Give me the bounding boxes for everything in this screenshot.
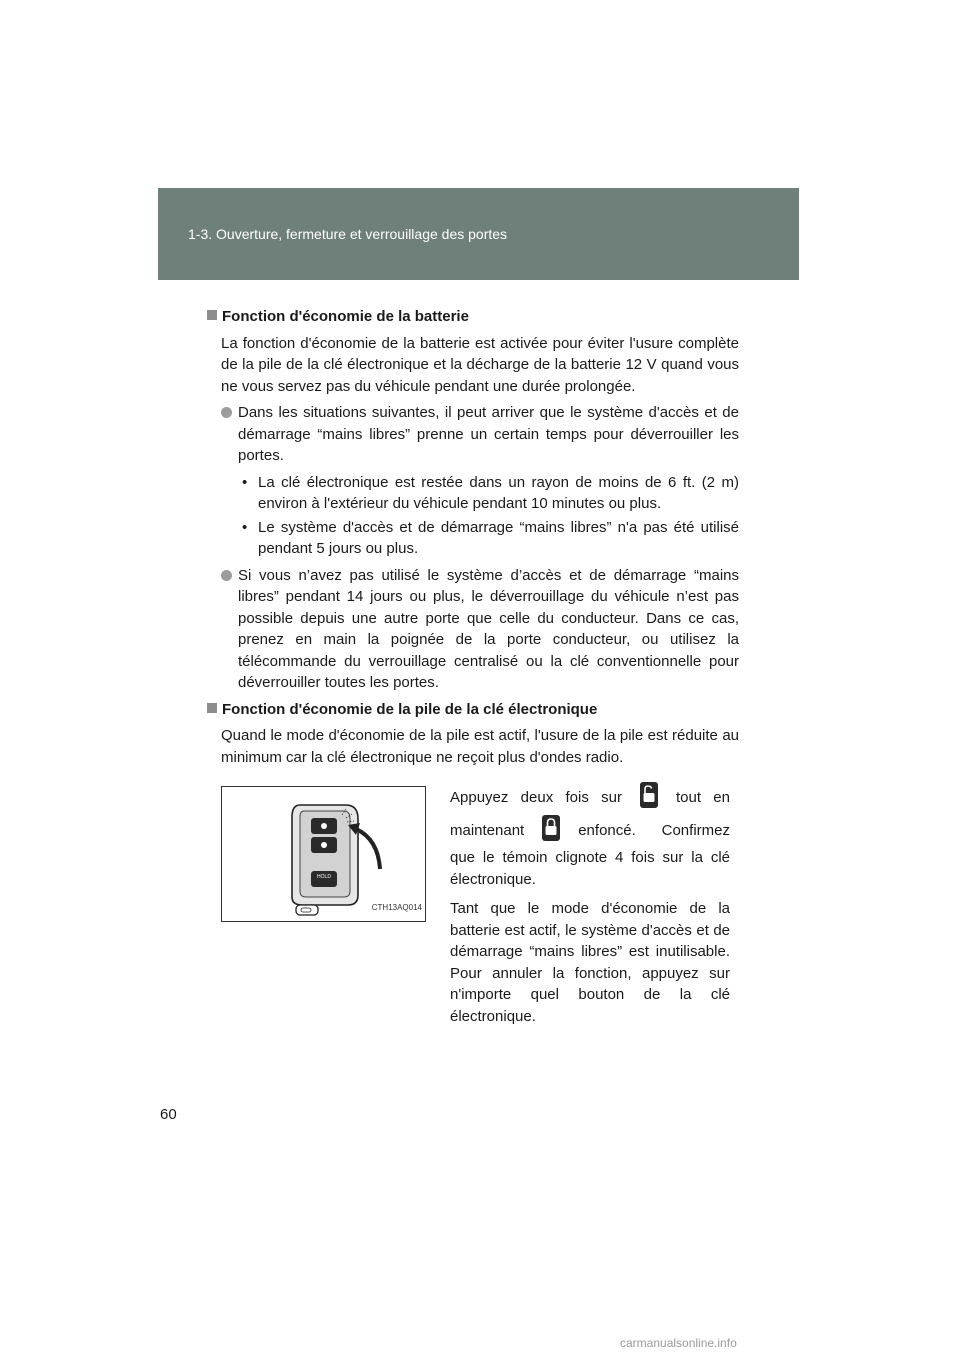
sub-list-item: • La clé électronique est restée dans un rayon de moins de 6 ft. (2 m) environ à l'extérieur du véhicule pendant 10 minutes ou plus. — [242, 473, 739, 512]
hold-label: HOLD — [317, 874, 331, 880]
list-item: Si vous n’avez pas utilisé le système d’accès et de démarrage “mains libres” pendant 14 jours ou plus, le déverrouillage du véhicule n’est pas possible depuis une autre porte que celle du conducteur. Dans ce cas, prenez en main la poignée de la porte conducteur, ou utilisez la télécommande du verrouillage centralisé ou la clé conventionnelle pour déverrouiller toutes les portes. — [221, 565, 739, 694]
key-figure — [221, 786, 426, 922]
circle-bullet-icon — [221, 570, 232, 581]
page-content — [207, 306, 739, 1025]
list-item: Dans les situations suivantes, il peut arriver que le système d'accès et de démarrage “mains libres” prenne un certain temps pour déverrouiller les portes. — [221, 402, 739, 467]
section-heading: Fonction d'économie de la batterie — [207, 306, 739, 328]
dot-marker: • — [242, 518, 248, 536]
paragraph: La fonction d'économie de la batterie est activée pour éviter l'usure complète de la pile de la clé électronique et la décharge de la batterie 12 V quand vous ne vous servez pas du véhicule pendant une durée prolongée. — [221, 334, 739, 395]
square-bullet-icon — [207, 703, 217, 713]
instruction-paragraph: Tant que le mode d'économie de la batterie est actif, le système d'accès et de démarrage “mains libres” est inutilisable. Pour annuler la fonction, appuyez sur n'importe quel bouton de la clé électronique. — [450, 900, 730, 1025]
paragraph: Quand le mode d'économie de la pile est actif, l'usure de la pile est réduite au minimum car la clé électronique ne reçoit plus d'ondes radio. — [221, 727, 739, 766]
section-heading: Fonction d'économie de la pile de la clé électronique — [207, 699, 739, 721]
site-watermark: carmanualsonline.info — [620, 1336, 737, 1350]
instruction-text — [450, 782, 730, 1035]
section-header — [158, 188, 799, 280]
instruction-paragraph: Appuyez deux fois sur tout en maintenant enfoncé. Confirmez que le témoin clignote 4 fois sur la clé électronique. — [450, 782, 730, 890]
page-number: 60 — [160, 1106, 177, 1123]
square-bullet-icon — [207, 310, 217, 320]
dot-marker: • — [242, 473, 248, 491]
unlock-icon — [638, 782, 660, 815]
figure-code: CTH13AQ014 — [371, 902, 422, 912]
circle-bullet-icon — [221, 407, 232, 418]
figure-area — [207, 782, 739, 1025]
section-title: 1-3. Ouverture, fermeture et verrouillage des portes — [188, 226, 508, 242]
sub-list-item: • Le système d'accès et de démarrage “mains libres” n'a pas été utilisé pendant 5 jours ou plus. — [242, 518, 739, 557]
lock-icon — [540, 815, 562, 848]
